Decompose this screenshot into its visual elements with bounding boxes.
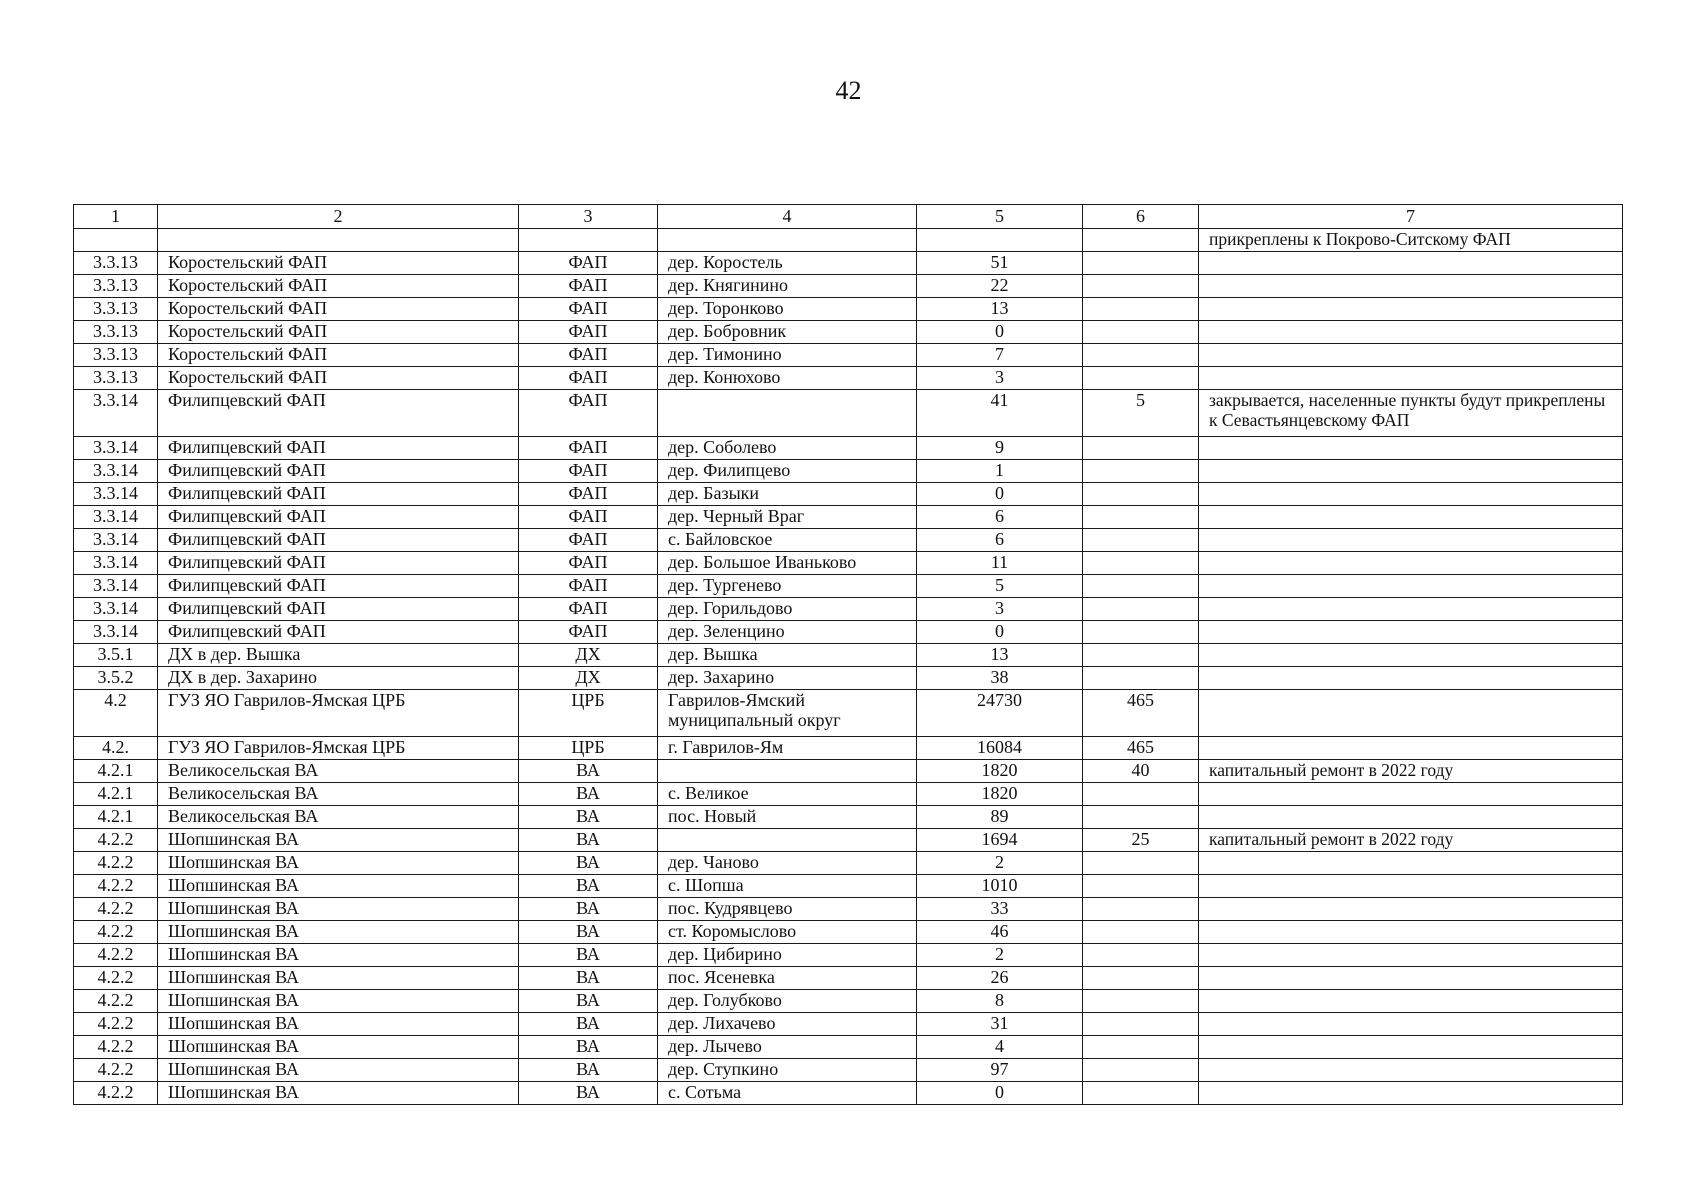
note-cell xyxy=(1199,1082,1623,1105)
institution-name-cell: ДХ в дер. Вышка xyxy=(158,644,519,667)
settlement-cell: дер. Горильдово xyxy=(658,598,917,621)
institution-type-cell: ФАП xyxy=(519,529,658,552)
staff-count-cell xyxy=(1083,1059,1199,1082)
institution-name-cell: Шопшинская ВА xyxy=(158,875,519,898)
staff-count-cell: 5 xyxy=(1083,390,1199,437)
settlement-cell: дер. Бобровник xyxy=(658,321,917,344)
header-cell: 4 xyxy=(658,205,917,229)
table-row xyxy=(74,852,1623,875)
row-code-cell: 4.2.2 xyxy=(74,1036,158,1059)
staff-count-cell xyxy=(1083,252,1199,275)
institution-name-cell: Шопшинская ВА xyxy=(158,898,519,921)
population-cell: 5 xyxy=(917,575,1083,598)
settlement-cell: дер. Филипцево xyxy=(658,460,917,483)
row-code-cell: 3.3.13 xyxy=(74,275,158,298)
settlement-cell: дер. Ступкино xyxy=(658,1059,917,1082)
population-cell: 97 xyxy=(917,1059,1083,1082)
population-cell: 33 xyxy=(917,898,1083,921)
header-cell: 1 xyxy=(74,205,158,229)
staff-count-cell xyxy=(1083,552,1199,575)
note-cell xyxy=(1199,737,1623,760)
staff-count-cell: 40 xyxy=(1083,760,1199,783)
population-cell: 26 xyxy=(917,967,1083,990)
row-code-cell: 4.2.2 xyxy=(74,967,158,990)
population-cell: 16084 xyxy=(917,737,1083,760)
table-row xyxy=(74,621,1623,644)
settlement-cell: дер. Лихачево xyxy=(658,1013,917,1036)
table-row xyxy=(74,829,1623,852)
institution-type-cell: ВА xyxy=(519,921,658,944)
settlement-cell xyxy=(658,229,917,252)
settlement-cell: дер. Тургенево xyxy=(658,575,917,598)
institution-name-cell: Филипцевский ФАП xyxy=(158,437,519,460)
institution-name-cell: Шопшинская ВА xyxy=(158,1013,519,1036)
staff-count-cell xyxy=(1083,621,1199,644)
institution-name-cell: Коростельский ФАП xyxy=(158,275,519,298)
population-cell: 6 xyxy=(917,529,1083,552)
settlement-cell: пос. Кудрявцево xyxy=(658,898,917,921)
row-code-cell: 3.3.14 xyxy=(74,460,158,483)
staff-count-cell xyxy=(1083,367,1199,390)
institution-type-cell: ФАП xyxy=(519,598,658,621)
institution-type-cell: ФАП xyxy=(519,621,658,644)
table-row xyxy=(74,252,1623,275)
note-cell xyxy=(1199,806,1623,829)
settlement-cell xyxy=(658,760,917,783)
population-cell: 31 xyxy=(917,1013,1083,1036)
staff-count-cell xyxy=(1083,944,1199,967)
settlement-cell: дер. Голубково xyxy=(658,990,917,1013)
population-cell: 24730 xyxy=(917,690,1083,737)
row-code-cell: 4.2.2 xyxy=(74,829,158,852)
table-row xyxy=(74,598,1623,621)
staff-count-cell xyxy=(1083,783,1199,806)
table-row xyxy=(74,1059,1623,1082)
row-code-cell: 4.2.2 xyxy=(74,921,158,944)
table-row xyxy=(74,575,1623,598)
population-cell: 51 xyxy=(917,252,1083,275)
note-cell: прикреплены к Покрово-Ситскому ФАП xyxy=(1199,229,1623,252)
row-code-cell: 4.2.2 xyxy=(74,852,158,875)
table-row xyxy=(74,460,1623,483)
staff-count-cell: 465 xyxy=(1083,737,1199,760)
row-code-cell: 4.2.2 xyxy=(74,898,158,921)
table-row xyxy=(74,367,1623,390)
institution-name-cell: Шопшинская ВА xyxy=(158,944,519,967)
population-cell: 41 xyxy=(917,390,1083,437)
institution-type-cell: ФАП xyxy=(519,390,658,437)
note-cell xyxy=(1199,575,1623,598)
row-code-cell: 3.3.13 xyxy=(74,321,158,344)
institution-type-cell: ВА xyxy=(519,806,658,829)
settlement-cell: с. Сотьма xyxy=(658,1082,917,1105)
staff-count-cell xyxy=(1083,806,1199,829)
staff-count-cell xyxy=(1083,483,1199,506)
table-row xyxy=(74,390,1623,437)
institution-name-cell: Филипцевский ФАП xyxy=(158,621,519,644)
institution-type-cell: ФАП xyxy=(519,483,658,506)
row-code-cell: 4.2.2 xyxy=(74,1082,158,1105)
table-row xyxy=(74,644,1623,667)
staff-count-cell: 25 xyxy=(1083,829,1199,852)
row-code-cell: 4.2.1 xyxy=(74,806,158,829)
institution-type-cell: ВА xyxy=(519,898,658,921)
staff-count-cell xyxy=(1083,437,1199,460)
population-cell: 2 xyxy=(917,852,1083,875)
note-cell xyxy=(1199,967,1623,990)
population-cell: 38 xyxy=(917,667,1083,690)
staff-count-cell xyxy=(1083,967,1199,990)
note-cell xyxy=(1199,783,1623,806)
institution-name-cell: Шопшинская ВА xyxy=(158,1082,519,1105)
population-cell: 2 xyxy=(917,944,1083,967)
staff-count-cell xyxy=(1083,667,1199,690)
staff-count-cell: 465 xyxy=(1083,690,1199,737)
staff-count-cell xyxy=(1083,990,1199,1013)
institution-name-cell: Филипцевский ФАП xyxy=(158,506,519,529)
row-code-cell: 4.2.2 xyxy=(74,875,158,898)
row-code-cell: 3.3.14 xyxy=(74,483,158,506)
note-cell xyxy=(1199,321,1623,344)
note-cell xyxy=(1199,621,1623,644)
settlement-cell: дер. Торонково xyxy=(658,298,917,321)
note-cell xyxy=(1199,529,1623,552)
note-cell xyxy=(1199,875,1623,898)
staff-count-cell xyxy=(1083,344,1199,367)
institution-type-cell: ЦРБ xyxy=(519,690,658,737)
settlement-cell: г. Гаврилов-Ям xyxy=(658,737,917,760)
institution-name-cell: ГУЗ ЯО Гаврилов-Ямская ЦРБ xyxy=(158,690,519,737)
note-cell: закрывается, населенные пункты будут прикреплены к Севастьянцевскому ФАП xyxy=(1199,390,1623,437)
staff-count-cell xyxy=(1083,298,1199,321)
institution-name-cell: Коростельский ФАП xyxy=(158,367,519,390)
row-code-cell: 4.2.1 xyxy=(74,783,158,806)
settlement-cell: с. Байловское xyxy=(658,529,917,552)
settlement-cell: дер. Цибирино xyxy=(658,944,917,967)
institution-type-cell: ФАП xyxy=(519,298,658,321)
settlement-cell: дер. Черный Враг xyxy=(658,506,917,529)
table-row xyxy=(74,275,1623,298)
row-code-cell: 3.3.14 xyxy=(74,552,158,575)
note-cell xyxy=(1199,690,1623,737)
institution-name-cell: Великосельская ВА xyxy=(158,760,519,783)
table-row xyxy=(74,760,1623,783)
staff-count-cell xyxy=(1083,875,1199,898)
population-cell: 1694 xyxy=(917,829,1083,852)
table-row xyxy=(74,437,1623,460)
table-row xyxy=(74,667,1623,690)
table-row xyxy=(74,967,1623,990)
note-cell xyxy=(1199,644,1623,667)
institution-type-cell: ВА xyxy=(519,852,658,875)
note-cell xyxy=(1199,483,1623,506)
row-code-cell: 4.2.1 xyxy=(74,760,158,783)
staff-count-cell xyxy=(1083,460,1199,483)
settlement-cell: дер. Большое Иваньково xyxy=(658,552,917,575)
row-code-cell: 4.2.2 xyxy=(74,1059,158,1082)
table-row xyxy=(74,321,1623,344)
institution-name-cell: Шопшинская ВА xyxy=(158,967,519,990)
institution-type-cell: ЦРБ xyxy=(519,737,658,760)
row-code-cell: 3.3.14 xyxy=(74,506,158,529)
table-row xyxy=(74,483,1623,506)
table-row xyxy=(74,529,1623,552)
note-cell xyxy=(1199,344,1623,367)
settlement-cell: дер. Чаново xyxy=(658,852,917,875)
row-code-cell: 3.3.14 xyxy=(74,575,158,598)
note-cell xyxy=(1199,921,1623,944)
note-cell xyxy=(1199,1059,1623,1082)
table-row xyxy=(74,737,1623,760)
row-code-cell: 3.3.14 xyxy=(74,437,158,460)
population-cell: 4 xyxy=(917,1036,1083,1059)
institution-type-cell: ФАП xyxy=(519,460,658,483)
row-code-cell: 3.5.2 xyxy=(74,667,158,690)
note-cell xyxy=(1199,598,1623,621)
settlement-cell: дер. Зеленцино xyxy=(658,621,917,644)
data-table xyxy=(73,204,1623,1105)
institution-name-cell: Великосельская ВА xyxy=(158,783,519,806)
note-cell xyxy=(1199,460,1623,483)
table-row xyxy=(74,229,1623,252)
institution-type-cell: ФАП xyxy=(519,367,658,390)
staff-count-cell xyxy=(1083,321,1199,344)
settlement-cell: пос. Новый xyxy=(658,806,917,829)
table-row xyxy=(74,344,1623,367)
staff-count-cell xyxy=(1083,598,1199,621)
population-cell: 1 xyxy=(917,460,1083,483)
staff-count-cell xyxy=(1083,644,1199,667)
settlement-cell: с. Шопша xyxy=(658,875,917,898)
institution-name-cell: Филипцевский ФАП xyxy=(158,390,519,437)
population-cell xyxy=(917,229,1083,252)
institution-name-cell: Филипцевский ФАП xyxy=(158,552,519,575)
row-code-cell: 3.3.13 xyxy=(74,298,158,321)
institution-type-cell: ДХ xyxy=(519,644,658,667)
institution-type-cell: ВА xyxy=(519,944,658,967)
institution-type-cell: ВА xyxy=(519,990,658,1013)
note-cell: капитальный ремонт в 2022 году xyxy=(1199,829,1623,852)
institution-type-cell: ФАП xyxy=(519,552,658,575)
staff-count-cell xyxy=(1083,1036,1199,1059)
note-cell xyxy=(1199,667,1623,690)
row-code-cell: 4.2.2 xyxy=(74,1013,158,1036)
institution-name-cell: Шопшинская ВА xyxy=(158,852,519,875)
table-row xyxy=(74,806,1623,829)
table-row xyxy=(74,1082,1623,1105)
institution-type-cell: ВА xyxy=(519,760,658,783)
population-cell: 89 xyxy=(917,806,1083,829)
institution-name-cell: Филипцевский ФАП xyxy=(158,483,519,506)
row-code-cell: 3.3.13 xyxy=(74,367,158,390)
institution-type-cell: ФАП xyxy=(519,437,658,460)
row-code-cell: 4.2.2 xyxy=(74,944,158,967)
institution-type-cell: ВА xyxy=(519,1082,658,1105)
population-cell: 1010 xyxy=(917,875,1083,898)
settlement-cell: дер. Соболево xyxy=(658,437,917,460)
institution-name-cell xyxy=(158,229,519,252)
note-cell xyxy=(1199,1013,1623,1036)
staff-count-cell xyxy=(1083,898,1199,921)
population-cell: 1820 xyxy=(917,760,1083,783)
institution-name-cell: Шопшинская ВА xyxy=(158,990,519,1013)
institution-type-cell: ДХ xyxy=(519,667,658,690)
table-row xyxy=(74,1036,1623,1059)
row-code-cell: 4.2 xyxy=(74,690,158,737)
table-row xyxy=(74,783,1623,806)
settlement-cell: дер. Княгинино xyxy=(658,275,917,298)
institution-name-cell: Шопшинская ВА xyxy=(158,921,519,944)
row-code-cell: 3.3.13 xyxy=(74,344,158,367)
header-cell: 6 xyxy=(1083,205,1199,229)
institution-type-cell: ВА xyxy=(519,875,658,898)
settlement-cell: дер. Тимонино xyxy=(658,344,917,367)
column-number-row xyxy=(74,205,1623,229)
population-cell: 7 xyxy=(917,344,1083,367)
note-cell xyxy=(1199,1036,1623,1059)
row-code-cell: 3.3.14 xyxy=(74,621,158,644)
table-row xyxy=(74,875,1623,898)
note-cell xyxy=(1199,275,1623,298)
note-cell xyxy=(1199,298,1623,321)
settlement-cell: Гаврилов-Ямский муниципальный округ xyxy=(658,690,917,737)
population-cell: 22 xyxy=(917,275,1083,298)
population-cell: 0 xyxy=(917,483,1083,506)
header-cell: 3 xyxy=(519,205,658,229)
note-cell xyxy=(1199,552,1623,575)
settlement-cell: дер. Коростель xyxy=(658,252,917,275)
institution-name-cell: Великосельская ВА xyxy=(158,806,519,829)
page-number: 42 xyxy=(835,76,862,105)
population-cell: 11 xyxy=(917,552,1083,575)
header-cell: 2 xyxy=(158,205,519,229)
table-row xyxy=(74,990,1623,1013)
institution-name-cell: Шопшинская ВА xyxy=(158,1036,519,1059)
staff-count-cell xyxy=(1083,275,1199,298)
table-row xyxy=(74,944,1623,967)
header-cell: 5 xyxy=(917,205,1083,229)
population-cell: 0 xyxy=(917,1082,1083,1105)
institution-type-cell: ВА xyxy=(519,1036,658,1059)
settlement-cell: дер. Захарино xyxy=(658,667,917,690)
population-cell: 13 xyxy=(917,644,1083,667)
settlement-cell: дер. Вышка xyxy=(658,644,917,667)
institution-name-cell: Филипцевский ФАП xyxy=(158,598,519,621)
institution-name-cell: ДХ в дер. Захарино xyxy=(158,667,519,690)
institution-type-cell: ФАП xyxy=(519,506,658,529)
row-code-cell: 3.5.1 xyxy=(74,644,158,667)
note-cell xyxy=(1199,437,1623,460)
table-row xyxy=(74,552,1623,575)
institution-type-cell: ФАП xyxy=(519,575,658,598)
note-cell xyxy=(1199,898,1623,921)
settlement-cell xyxy=(658,390,917,437)
note-cell xyxy=(1199,990,1623,1013)
staff-count-cell xyxy=(1083,529,1199,552)
staff-count-cell xyxy=(1083,852,1199,875)
table-row xyxy=(74,898,1623,921)
row-code-cell: 4.2.2 xyxy=(74,990,158,1013)
institution-type-cell: ФАП xyxy=(519,252,658,275)
population-cell: 9 xyxy=(917,437,1083,460)
population-cell: 46 xyxy=(917,921,1083,944)
population-cell: 0 xyxy=(917,321,1083,344)
table-row xyxy=(74,921,1623,944)
staff-count-cell xyxy=(1083,506,1199,529)
institution-type-cell: ВА xyxy=(519,783,658,806)
institution-type-cell xyxy=(519,229,658,252)
staff-count-cell xyxy=(1083,1013,1199,1036)
institution-name-cell: Шопшинская ВА xyxy=(158,1059,519,1082)
row-code-cell: 4.2. xyxy=(74,737,158,760)
population-cell: 6 xyxy=(917,506,1083,529)
row-code-cell: 3.3.14 xyxy=(74,529,158,552)
staff-count-cell xyxy=(1083,229,1199,252)
settlement-cell: пос. Ясеневка xyxy=(658,967,917,990)
institution-type-cell: ВА xyxy=(519,967,658,990)
institution-type-cell: ВА xyxy=(519,829,658,852)
header-cell: 7 xyxy=(1199,205,1623,229)
staff-count-cell xyxy=(1083,575,1199,598)
institution-name-cell: Коростельский ФАП xyxy=(158,344,519,367)
staff-count-cell xyxy=(1083,1082,1199,1105)
settlement-cell: дер. Лычево xyxy=(658,1036,917,1059)
note-cell xyxy=(1199,506,1623,529)
row-code-cell xyxy=(74,229,158,252)
note-cell xyxy=(1199,252,1623,275)
staff-count-cell xyxy=(1083,921,1199,944)
institution-name-cell: ГУЗ ЯО Гаврилов-Ямская ЦРБ xyxy=(158,737,519,760)
settlement-cell: дер. Базыки xyxy=(658,483,917,506)
table-row xyxy=(74,506,1623,529)
row-code-cell: 3.3.14 xyxy=(74,390,158,437)
note-cell xyxy=(1199,367,1623,390)
institution-name-cell: Филипцевский ФАП xyxy=(158,529,519,552)
settlement-cell: дер. Конюхово xyxy=(658,367,917,390)
population-cell: 13 xyxy=(917,298,1083,321)
institution-type-cell: ВА xyxy=(519,1013,658,1036)
institution-name-cell: Коростельский ФАП xyxy=(158,298,519,321)
note-cell xyxy=(1199,944,1623,967)
institution-name-cell: Шопшинская ВА xyxy=(158,829,519,852)
settlement-cell: с. Великое xyxy=(658,783,917,806)
row-code-cell: 3.3.13 xyxy=(74,252,158,275)
institution-type-cell: ФАП xyxy=(519,275,658,298)
institution-name-cell: Филипцевский ФАП xyxy=(158,575,519,598)
population-cell: 8 xyxy=(917,990,1083,1013)
population-cell: 3 xyxy=(917,367,1083,390)
institution-name-cell: Филипцевский ФАП xyxy=(158,460,519,483)
institution-type-cell: ВА xyxy=(519,1059,658,1082)
settlement-cell xyxy=(658,829,917,852)
population-cell: 3 xyxy=(917,598,1083,621)
note-cell xyxy=(1199,852,1623,875)
table-row xyxy=(74,1013,1623,1036)
table-row xyxy=(74,298,1623,321)
institution-name-cell: Коростельский ФАП xyxy=(158,321,519,344)
population-cell: 1820 xyxy=(917,783,1083,806)
row-code-cell: 3.3.14 xyxy=(74,598,158,621)
table-row xyxy=(74,690,1623,737)
institution-type-cell: ФАП xyxy=(519,321,658,344)
settlement-cell: ст. Коромыслово xyxy=(658,921,917,944)
institution-name-cell: Коростельский ФАП xyxy=(158,252,519,275)
population-cell: 0 xyxy=(917,621,1083,644)
institution-type-cell: ФАП xyxy=(519,344,658,367)
note-cell: капитальный ремонт в 2022 году xyxy=(1199,760,1623,783)
